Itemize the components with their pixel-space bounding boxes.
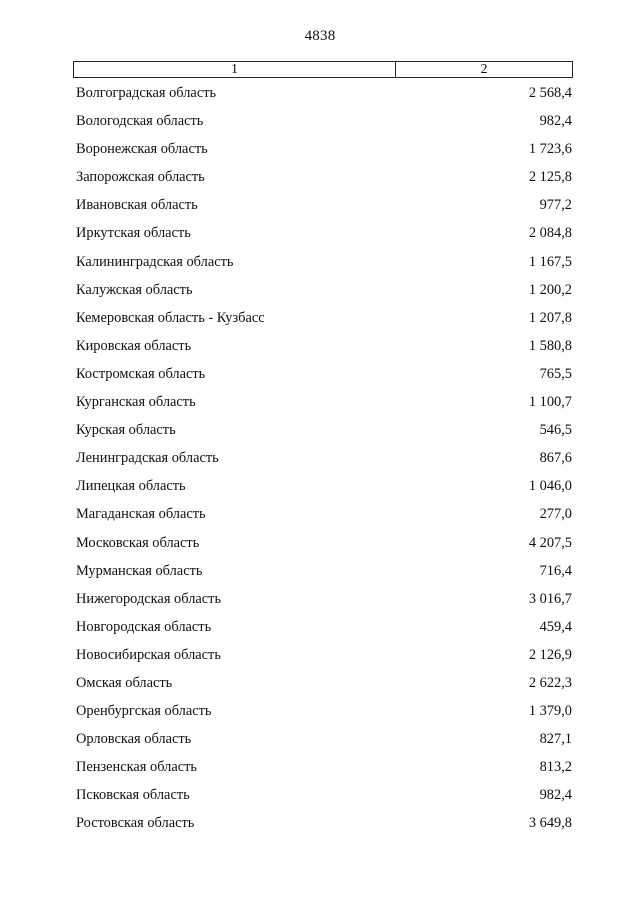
region-name: Калужская область (76, 281, 193, 298)
region-name: Калининградская область (76, 253, 234, 270)
region-value: 2 084,8 (528, 225, 572, 242)
region-value: 4 207,5 (528, 534, 572, 551)
region-name: Орловская область (76, 731, 192, 748)
region-name: Оренбургская область (76, 703, 212, 720)
region-value: 1 580,8 (528, 337, 572, 354)
table-row (76, 112, 572, 140)
region-name: Магаданская область (76, 506, 206, 523)
table-row (76, 393, 572, 421)
region-name: Волгоградская область (76, 85, 217, 101)
table-row (76, 477, 572, 505)
region-value: 459,4 (539, 618, 572, 635)
region-name: Мурманская область (76, 562, 203, 579)
column-header-2: 2 (480, 62, 488, 77)
table-row (76, 786, 572, 814)
region-name: Воронежская область (76, 141, 208, 158)
region-name: Московская область (76, 534, 200, 551)
region-value: 867,6 (539, 450, 572, 467)
region-value: 977,2 (539, 197, 572, 214)
region-value: 2 125,8 (528, 169, 572, 186)
table-row (76, 646, 572, 674)
region-value: 1 723,6 (528, 141, 572, 158)
region-value: 3 649,8 (528, 815, 572, 832)
table-row (76, 337, 572, 365)
table-row (76, 309, 572, 337)
region-value: 982,4 (539, 787, 572, 804)
region-value: 277,0 (539, 506, 572, 523)
region-value: 1 200,2 (528, 281, 572, 298)
column-header-1: 1 (74, 62, 396, 77)
table-row (76, 534, 572, 562)
table-row (76, 421, 572, 449)
region-value: 1 379,0 (528, 703, 572, 720)
table-row (76, 84, 572, 112)
table-row (76, 449, 572, 477)
table-row (76, 590, 572, 618)
region-name: Запорожская область (76, 169, 205, 186)
table-body (76, 84, 572, 843)
region-name: Курганская область (76, 394, 196, 411)
region-value: 1 207,8 (528, 309, 572, 326)
table-row (76, 674, 572, 702)
table-row (76, 281, 572, 309)
region-name: Иркутская область (76, 225, 191, 242)
table-row (76, 730, 572, 758)
table-row (76, 562, 572, 590)
table-row (76, 505, 572, 533)
region-name: Курская область (76, 422, 176, 439)
region-value: 813,2 (539, 759, 572, 776)
region-name: Ростовская область (76, 815, 195, 832)
region-value: 2 568,4 (528, 85, 572, 101)
table-row (76, 758, 572, 786)
region-name: Новгородская область (76, 618, 212, 635)
region-value: 716,4 (539, 562, 572, 579)
region-name: Ивановская область (76, 197, 198, 214)
region-value: 827,1 (539, 731, 572, 748)
region-name: Новосибирская область (76, 646, 221, 663)
page-number: 4838 (304, 28, 336, 44)
table-row (76, 168, 572, 196)
region-value: 2 622,3 (528, 674, 572, 691)
table-row (76, 618, 572, 646)
table-header (73, 61, 573, 78)
region-value: 1 100,7 (528, 394, 572, 411)
table-row (76, 140, 572, 168)
region-name: Омская область (76, 674, 173, 691)
region-value: 1 167,5 (528, 253, 572, 270)
region-name: Костромская область (76, 365, 206, 382)
region-name: Пензенская область (76, 759, 197, 776)
region-name: Нижегородская область (76, 590, 222, 607)
table-row (76, 814, 572, 842)
region-value: 1 046,0 (528, 478, 572, 495)
region-name: Липецкая область (76, 478, 186, 495)
table-row (76, 253, 572, 281)
table-row (76, 702, 572, 730)
table-row (76, 224, 572, 252)
region-name: Кемеровская область - Кузбасс (76, 309, 265, 326)
region-value: 546,5 (539, 422, 572, 439)
region-value: 765,5 (539, 365, 572, 382)
region-name: Ленинградская область (76, 450, 219, 467)
table-row (76, 196, 572, 224)
region-value: 2 126,9 (528, 646, 572, 663)
region-name: Вологодская область (76, 113, 204, 130)
region-name: Псковская область (76, 787, 190, 804)
table-row (76, 365, 572, 393)
region-value: 982,4 (539, 113, 572, 130)
region-name: Кировская область (76, 337, 192, 354)
region-value: 3 016,7 (528, 590, 572, 607)
